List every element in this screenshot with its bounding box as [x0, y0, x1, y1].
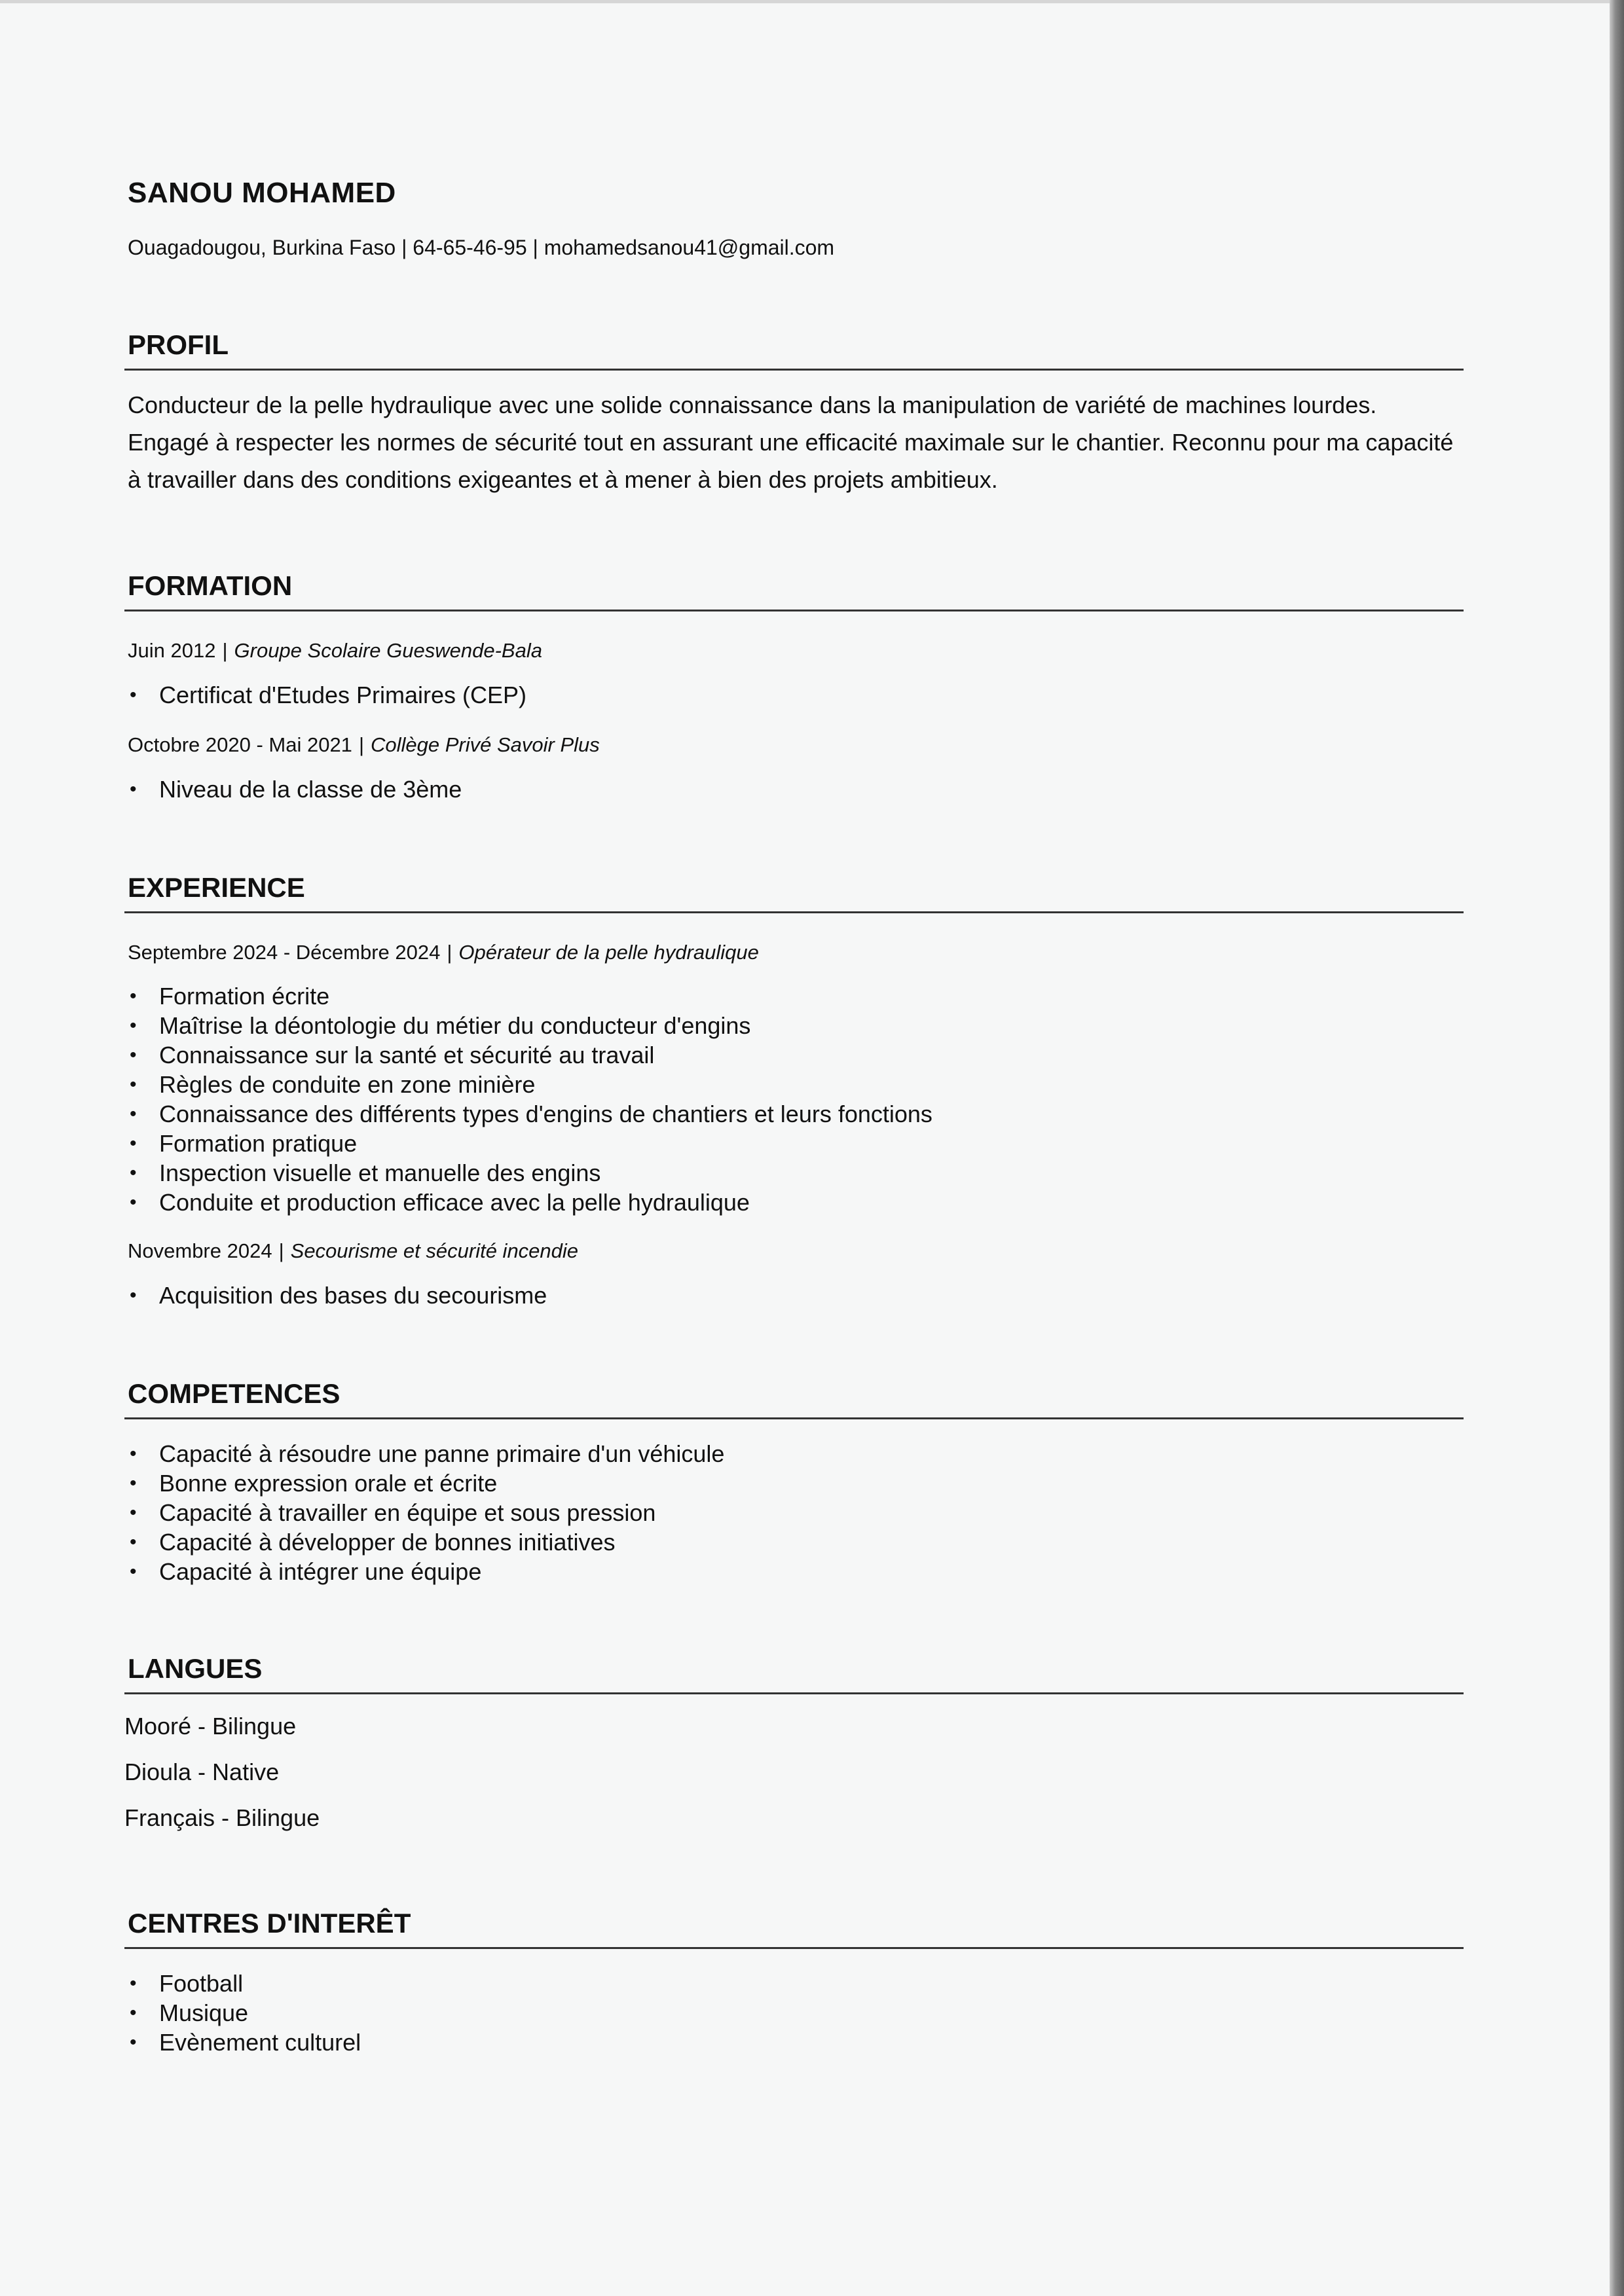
- section-title-profil: PROFIL: [128, 329, 229, 360]
- section-title-formation: FORMATION: [128, 570, 293, 601]
- list-item: [128, 774, 1467, 805]
- list-item: [128, 1557, 1467, 1586]
- list-item-text: Connaissance sur la santé et sécurité au travail: [159, 1042, 655, 1068]
- list-item: [128, 1158, 1467, 1188]
- interets-list: [124, 1969, 1467, 2057]
- language-item: Mooré - Bilingue: [124, 1713, 297, 1740]
- list-item: [128, 1527, 1467, 1557]
- list-item: [128, 1040, 1467, 1070]
- list-item: [128, 2028, 1467, 2057]
- bullet-icon: •: [130, 1162, 137, 1184]
- contact-line: Ouagadougou, Burkina Faso | 64-65-46-95 | mohamedsanou41@gmail.com: [128, 236, 835, 259]
- section-competences: [124, 1377, 1467, 1586]
- entry-date: Juin 2012: [128, 639, 216, 662]
- section-profil: [124, 328, 1467, 498]
- section-interets: [124, 1906, 1467, 2057]
- list-item-text: Bonne expression orale et écrite: [159, 1470, 498, 1497]
- entry-bullets: [124, 774, 1467, 805]
- bullet-icon: •: [130, 1103, 137, 1125]
- bullet-icon: •: [130, 778, 137, 800]
- section-title-interets: CENTRES D'INTERÊT: [128, 1908, 411, 1939]
- competences-list: [124, 1439, 1467, 1586]
- entry-org: Groupe Scolaire Gueswende-Bala: [234, 639, 542, 662]
- bullet-icon: •: [130, 1472, 137, 1494]
- bullet-icon: •: [130, 1044, 137, 1066]
- entry-date: Septembre 2024 - Décembre 2024: [128, 941, 441, 964]
- language-item: Français - Bilingue: [124, 1804, 320, 1831]
- entry-org: Collège Privé Savoir Plus: [371, 733, 600, 756]
- section-formation: [124, 569, 1467, 805]
- list-item: [128, 981, 1467, 1011]
- list-item: [128, 1280, 1467, 1311]
- separator: |: [447, 941, 452, 964]
- list-item-text: Evènement culturel: [159, 2029, 361, 2056]
- bullet-icon: •: [130, 1285, 137, 1306]
- list-item-text: Règles de conduite en zone minière: [159, 1071, 536, 1098]
- list-item-text: Certificat d'Etudes Primaires (CEP): [159, 682, 527, 708]
- bullet-icon: •: [130, 1015, 137, 1036]
- entry-date: Novembre 2024: [128, 1239, 272, 1262]
- bullet-icon: •: [130, 985, 137, 1007]
- list-item: [128, 1188, 1467, 1217]
- list-item: [128, 1998, 1467, 2028]
- list-item: [128, 1099, 1467, 1129]
- bullet-icon: •: [130, 1973, 137, 1994]
- bullet-icon: •: [130, 684, 137, 706]
- entry-heading: [128, 639, 1467, 663]
- list-item: [128, 1011, 1467, 1040]
- list-item-text: Formation écrite: [159, 983, 330, 1010]
- list-item: [128, 1498, 1467, 1527]
- entry-bullets: [124, 680, 1467, 711]
- profil-text: Conducteur de la pelle hydraulique avec une solide connaissance dans la manipulation de variété de machines lourdes. Engagé à respecter les normes de sécurité tout en assurant une efficacité maximale sur le chantier. Reconnu pour ma capacité à travailler dans des conditions exigeantes et à mener à bien des projets ambitieux.: [128, 392, 1454, 493]
- separator: |: [222, 639, 228, 662]
- list-item: [128, 1969, 1467, 1998]
- list-item: [128, 1468, 1467, 1498]
- bullet-icon: •: [130, 1192, 137, 1213]
- list-item: [128, 680, 1467, 711]
- list-item-text: Capacité à travailler en équipe et sous pression: [159, 1499, 656, 1526]
- entry-heading: [128, 941, 1467, 964]
- list-item-text: Formation pratique: [159, 1130, 358, 1157]
- entry-date: Octobre 2020 - Mai 2021: [128, 733, 352, 756]
- list-item: [128, 1129, 1467, 1158]
- scan-edge-right: [1610, 0, 1624, 2296]
- list-item: [128, 1439, 1467, 1468]
- list-item-text: Connaissance des différents types d'engins de chantiers et leurs fonctions: [159, 1101, 932, 1127]
- bullet-icon: •: [130, 1561, 137, 1582]
- language-item: Dioula - Native: [124, 1758, 280, 1785]
- bullet-icon: •: [130, 1502, 137, 1523]
- list-item: [128, 1070, 1467, 1099]
- entry-heading: [128, 733, 1467, 757]
- separator: |: [278, 1239, 284, 1262]
- list-item-text: Musique: [159, 1999, 249, 2026]
- entry-bullets: [124, 1280, 1467, 1311]
- entry-bullets: [124, 981, 1467, 1217]
- section-title-langues: LANGUES: [128, 1653, 263, 1684]
- resume-page: [124, 177, 1467, 2057]
- scan-edge-top: [0, 0, 1624, 3]
- bullet-icon: •: [130, 1133, 137, 1154]
- list-item-text: Niveau de la classe de 3ème: [159, 776, 462, 803]
- list-item-text: Capacité à intégrer une équipe: [159, 1558, 482, 1585]
- list-item-text: Acquisition des bases du secourisme: [159, 1282, 547, 1309]
- section-langues: [124, 1652, 1467, 1841]
- bullet-icon: •: [130, 2002, 137, 2024]
- list-item-text: Capacité à développer de bonnes initiatives: [159, 1529, 616, 1556]
- candidate-name: SANOU MOHAMED: [128, 177, 396, 209]
- bullet-icon: •: [130, 2032, 137, 2053]
- list-item-text: Football: [159, 1970, 244, 1997]
- entry-heading: [128, 1239, 1467, 1263]
- section-title-experience: EXPERIENCE: [128, 872, 305, 903]
- list-item-text: Conduite et production efficace avec la pelle hydraulique: [159, 1189, 750, 1216]
- entry-org: Secourisme et sécurité incendie: [290, 1239, 579, 1262]
- bullet-icon: •: [130, 1531, 137, 1553]
- list-item-text: Maîtrise la déontologie du métier du conducteur d'engins: [159, 1012, 751, 1039]
- section-title-competences: COMPETENCES: [128, 1378, 341, 1409]
- bullet-icon: •: [130, 1074, 137, 1095]
- bullet-icon: •: [130, 1443, 137, 1465]
- section-experience: [124, 871, 1467, 1311]
- list-item-text: Capacité à résoudre une panne primaire d'un véhicule: [159, 1440, 725, 1467]
- separator: |: [358, 733, 364, 756]
- entry-org: Opérateur de la pelle hydraulique: [458, 941, 759, 964]
- list-item-text: Inspection visuelle et manuelle des engins: [159, 1159, 601, 1186]
